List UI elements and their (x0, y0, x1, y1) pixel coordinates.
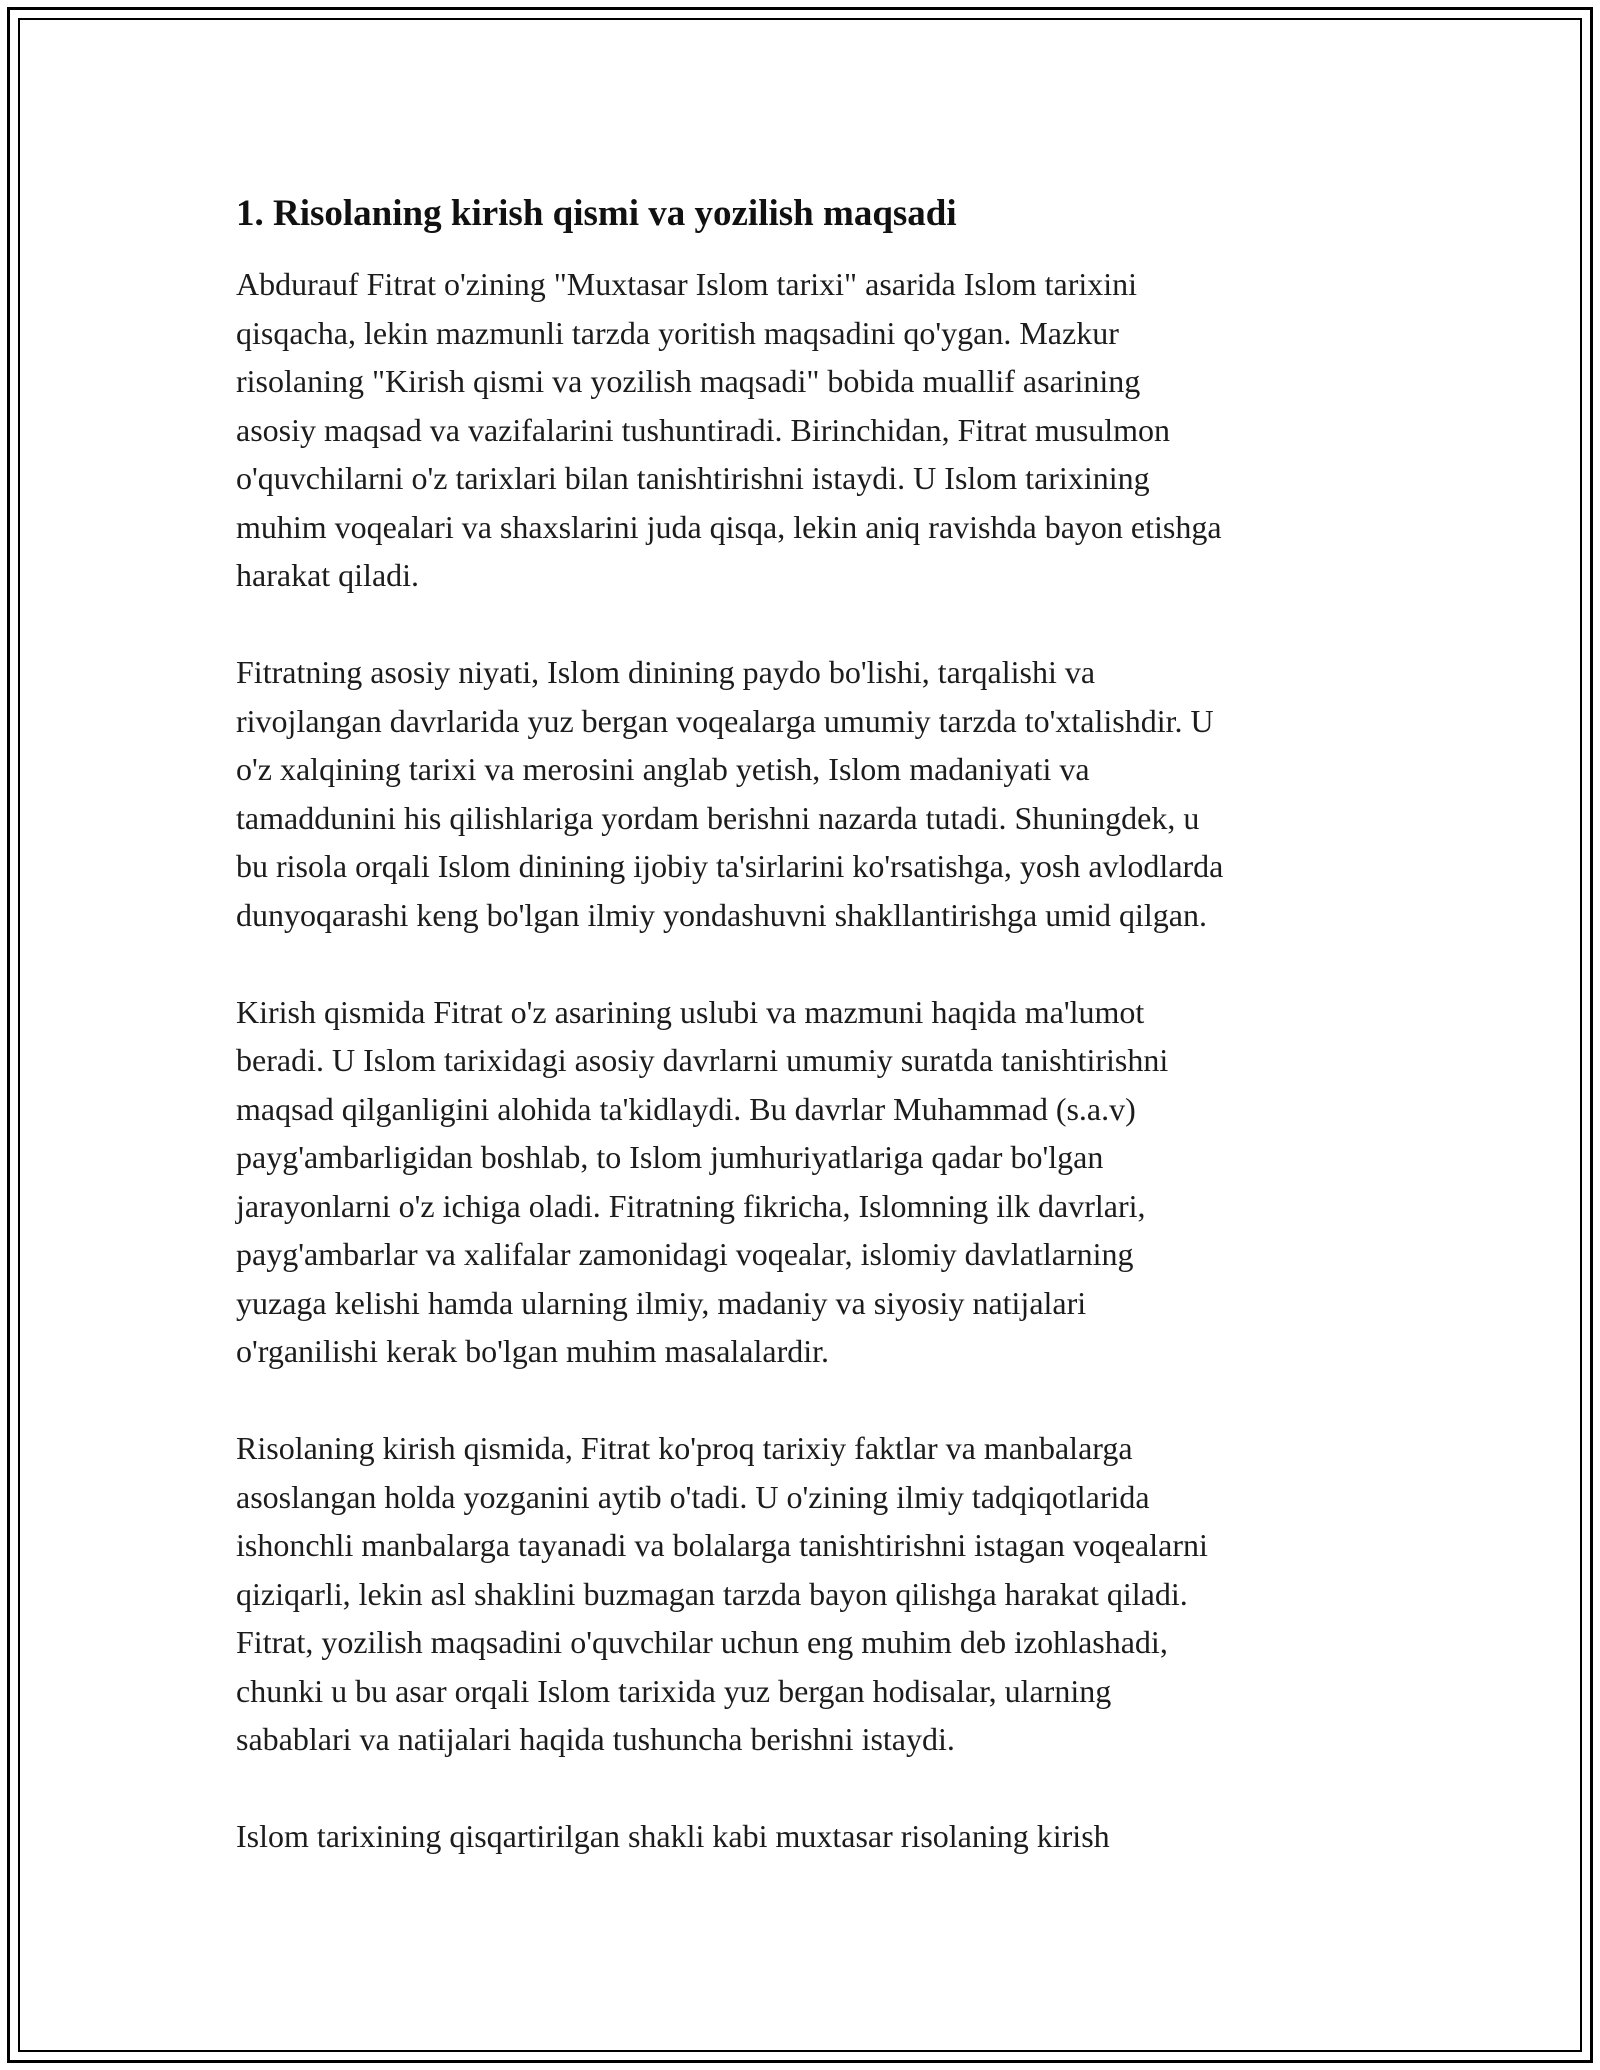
text-line: Risolaning kirish qismida, Fitrat ko'proq tarixiy faktlar va manbalarga (236, 1430, 1133, 1466)
text-line: jarayonlarni o'z ichiga oladi. Fitratning fikricha, Islomning ilk davrlari, (236, 1187, 1146, 1224)
text-line: o'rganilishi kerak bo'lgan muhim masalalardir. (236, 1333, 830, 1369)
text-line: sabablari va natijalari haqida tushuncha berishni istaydi. (236, 1721, 955, 1757)
text-line: asoslangan holda yozganini aytib o'tadi. U o'zining ilmiy tadqiqotlarida (236, 1478, 1150, 1515)
text-line: risolaning "Kirish qismi va yozilish maqsadi" bobida muallif asarining (236, 363, 1141, 399)
text-line: harakat qiladi. (236, 557, 420, 593)
paragraph-2 (236, 648, 1376, 939)
text-line: yuzaga kelishi hamda ularning ilmiy, madaniy va siyosiy natijalari (236, 1284, 1087, 1321)
text-line: Abdurauf Fitrat o'zining "Muxtasar Islom tarixi" asarida Islom tarixini (236, 266, 1138, 302)
text-line: qisqacha, lekin mazmunli tarzda yoritish maqsadini qo'ygan. Mazkur (236, 314, 1119, 351)
text-line: tamaddunini his qilishlariga yordam berishni nazarda tutadi. Shuningdek, u (236, 799, 1200, 836)
text-line: dunyoqarashi keng bo'lgan ilmiy yondashuvni shakllantirishga umid qilgan. (236, 896, 1207, 933)
text-line: qiziqarli, lekin asl shaklini buzmagan tarzda bayon qilishga harakat qiladi. (236, 1575, 1188, 1612)
paragraph-3 (236, 988, 1376, 1376)
text-line: Fitratning asosiy niyati, Islom dinining paydo bo'lishi, tarqalishi va (236, 654, 1096, 690)
text-line: muhim voqealari va shaxslarini juda qisqa, lekin aniq ravishda bayon etishga (236, 508, 1222, 545)
text-line: beradi. U Islom tarixidagi asosiy davrlarni umumiy suratda tanishtirishni (236, 1042, 1169, 1078)
document-body (236, 190, 1376, 1909)
text-line: o'z xalqining tarixi va merosini anglab yetish, Islom madaniyati va (236, 751, 1090, 787)
text-line: asosiy maqsad va vazifalarini tushuntiradi. Birinchidan, Fitrat musulmon (236, 411, 1171, 448)
text-line: Islom tarixining qisqartirilgan shakli kabi muxtasar risolaning kirish (236, 1818, 1110, 1854)
paragraph-5 (236, 1812, 1376, 1861)
text-line: maqsad qilganligini alohida ta'kidlaydi. Bu davrlar Muhammad (s.a.v) (236, 1090, 1136, 1127)
text-line: o'quvchilarni o'z tarixlari bilan tanishtirishni istaydi. U Islom tarixining (236, 460, 1150, 496)
text-line: bu risola orqali Islom dinining ijobiy ta'sirlarini ko'rsatishga, yosh avlodlarda (236, 848, 1224, 884)
text-line: payg'ambarligidan boshlab, to Islom jumhuriyatlariga qadar bo'lgan (236, 1139, 1104, 1175)
paragraph-1 (236, 260, 1376, 600)
section-heading: 1. Risolaning kirish qismi va yozilish maqsadi (236, 193, 957, 234)
text-line: Kirish qismida Fitrat o'z asarining uslubi va mazmuni haqida ma'lumot (236, 993, 1145, 1030)
text-line: rivojlangan davrlarida yuz bergan voqealarga umumiy tarzda to'xtalishdir. U (236, 702, 1214, 739)
text-line: Fitrat, yozilish maqsadini o'quvchilar uchun eng muhim deb izohlashadi, (236, 1624, 1168, 1660)
paragraph-4 (236, 1424, 1376, 1764)
text-line: ishonchli manbalarga tayanadi va bolalarga tanishtirishni istagan voqealarni (236, 1527, 1208, 1563)
text-line: payg'ambarlar va xalifalar zamonidagi voqealar, islomiy davlatlarning (236, 1236, 1134, 1272)
text-line: chunki u bu asar orqali Islom tarixida yuz bergan hodisalar, ularning (236, 1672, 1112, 1709)
